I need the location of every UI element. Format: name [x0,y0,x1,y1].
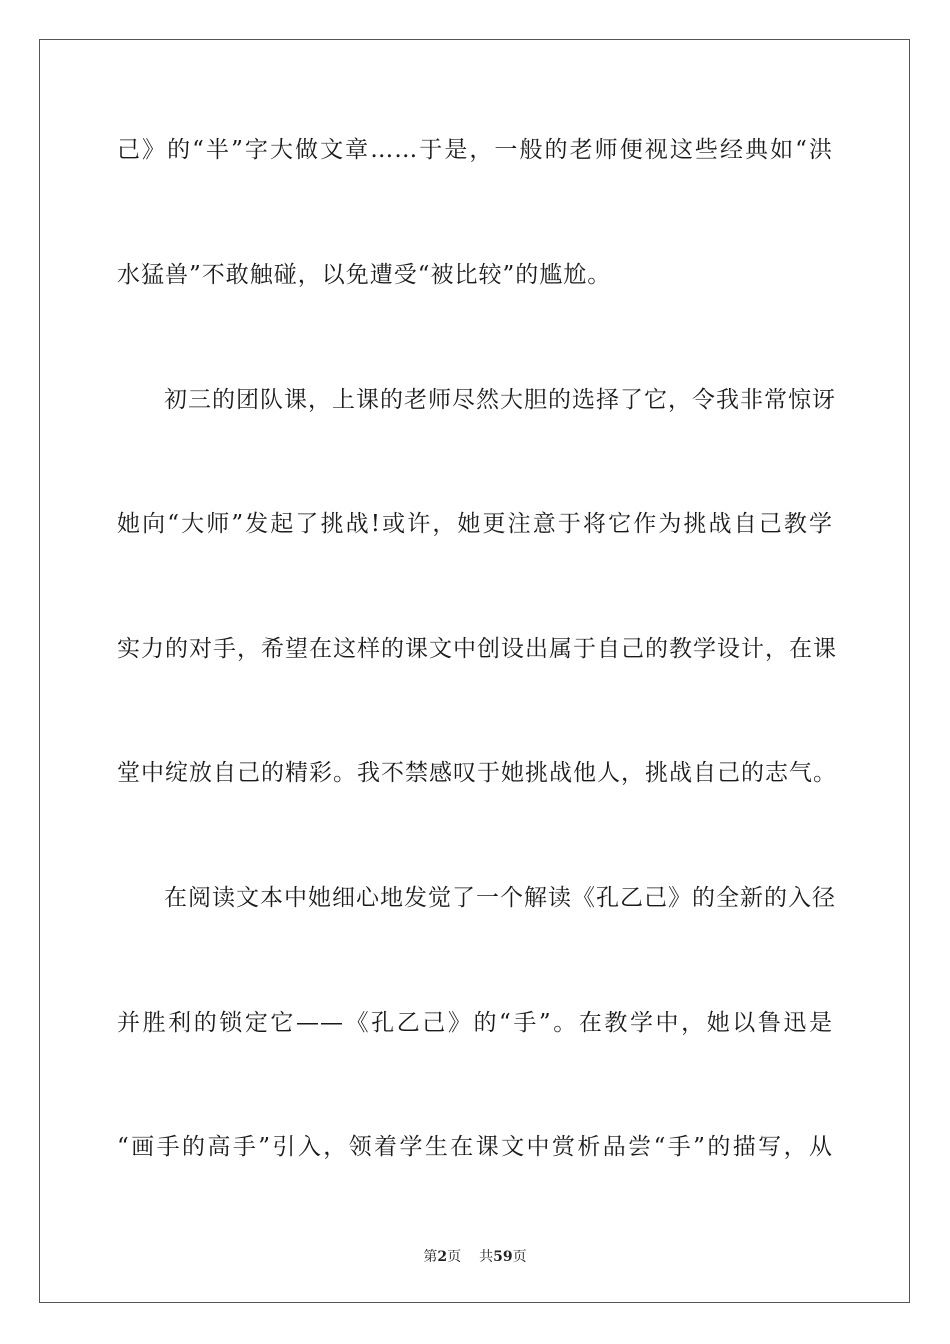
paragraph-line-8: 并胜利的锁定它——《孔乙己》的“手”。在教学中，她以鲁迅是 [117,1010,833,1036]
paragraph-line-1: 己》的“半”字大做文章……于是，一般的老师便视这些经典如“洪 [117,137,833,163]
footer-total-suffix: 页 [512,1249,527,1265]
page-footer [0,1248,950,1266]
footer-page-suffix: 页 [447,1249,462,1265]
footer-total-prefix: 共 [479,1249,494,1265]
page-border [39,39,910,1303]
footer-page-number: 2 [437,1249,448,1265]
paragraph-line-6: 堂中绽放自己的精彩。我不禁感叹于她挑战他人，挑战自己的志气。 [117,760,837,786]
paragraph-line-2: 水猛兽”不敢触碰，以免遭受“被比较”的尴尬。 [117,262,612,288]
footer-page-prefix: 第 [423,1249,438,1265]
paragraph-line-9: “画手的高手”引入，领着学生在课文中赏析品尝“手”的描写，从 [117,1134,833,1160]
paragraph-line-3: 初三的团队课，上课的老师尽然大胆的选择了它，令我非常惊讶 [164,387,836,413]
paragraph-line-7: 在阅读文本中她细心地发觉了一个解读《孔乙己》的全新的入径 [164,885,836,911]
footer-total-pages: 59 [493,1249,513,1265]
paragraph-line-4: 她向“大师”发起了挑战!或许，她更注意于将它作为挑战自己教学 [117,511,833,537]
paragraph-line-5: 实力的对手，希望在这样的课文中创设出属于自己的教学设计，在课 [117,636,837,662]
